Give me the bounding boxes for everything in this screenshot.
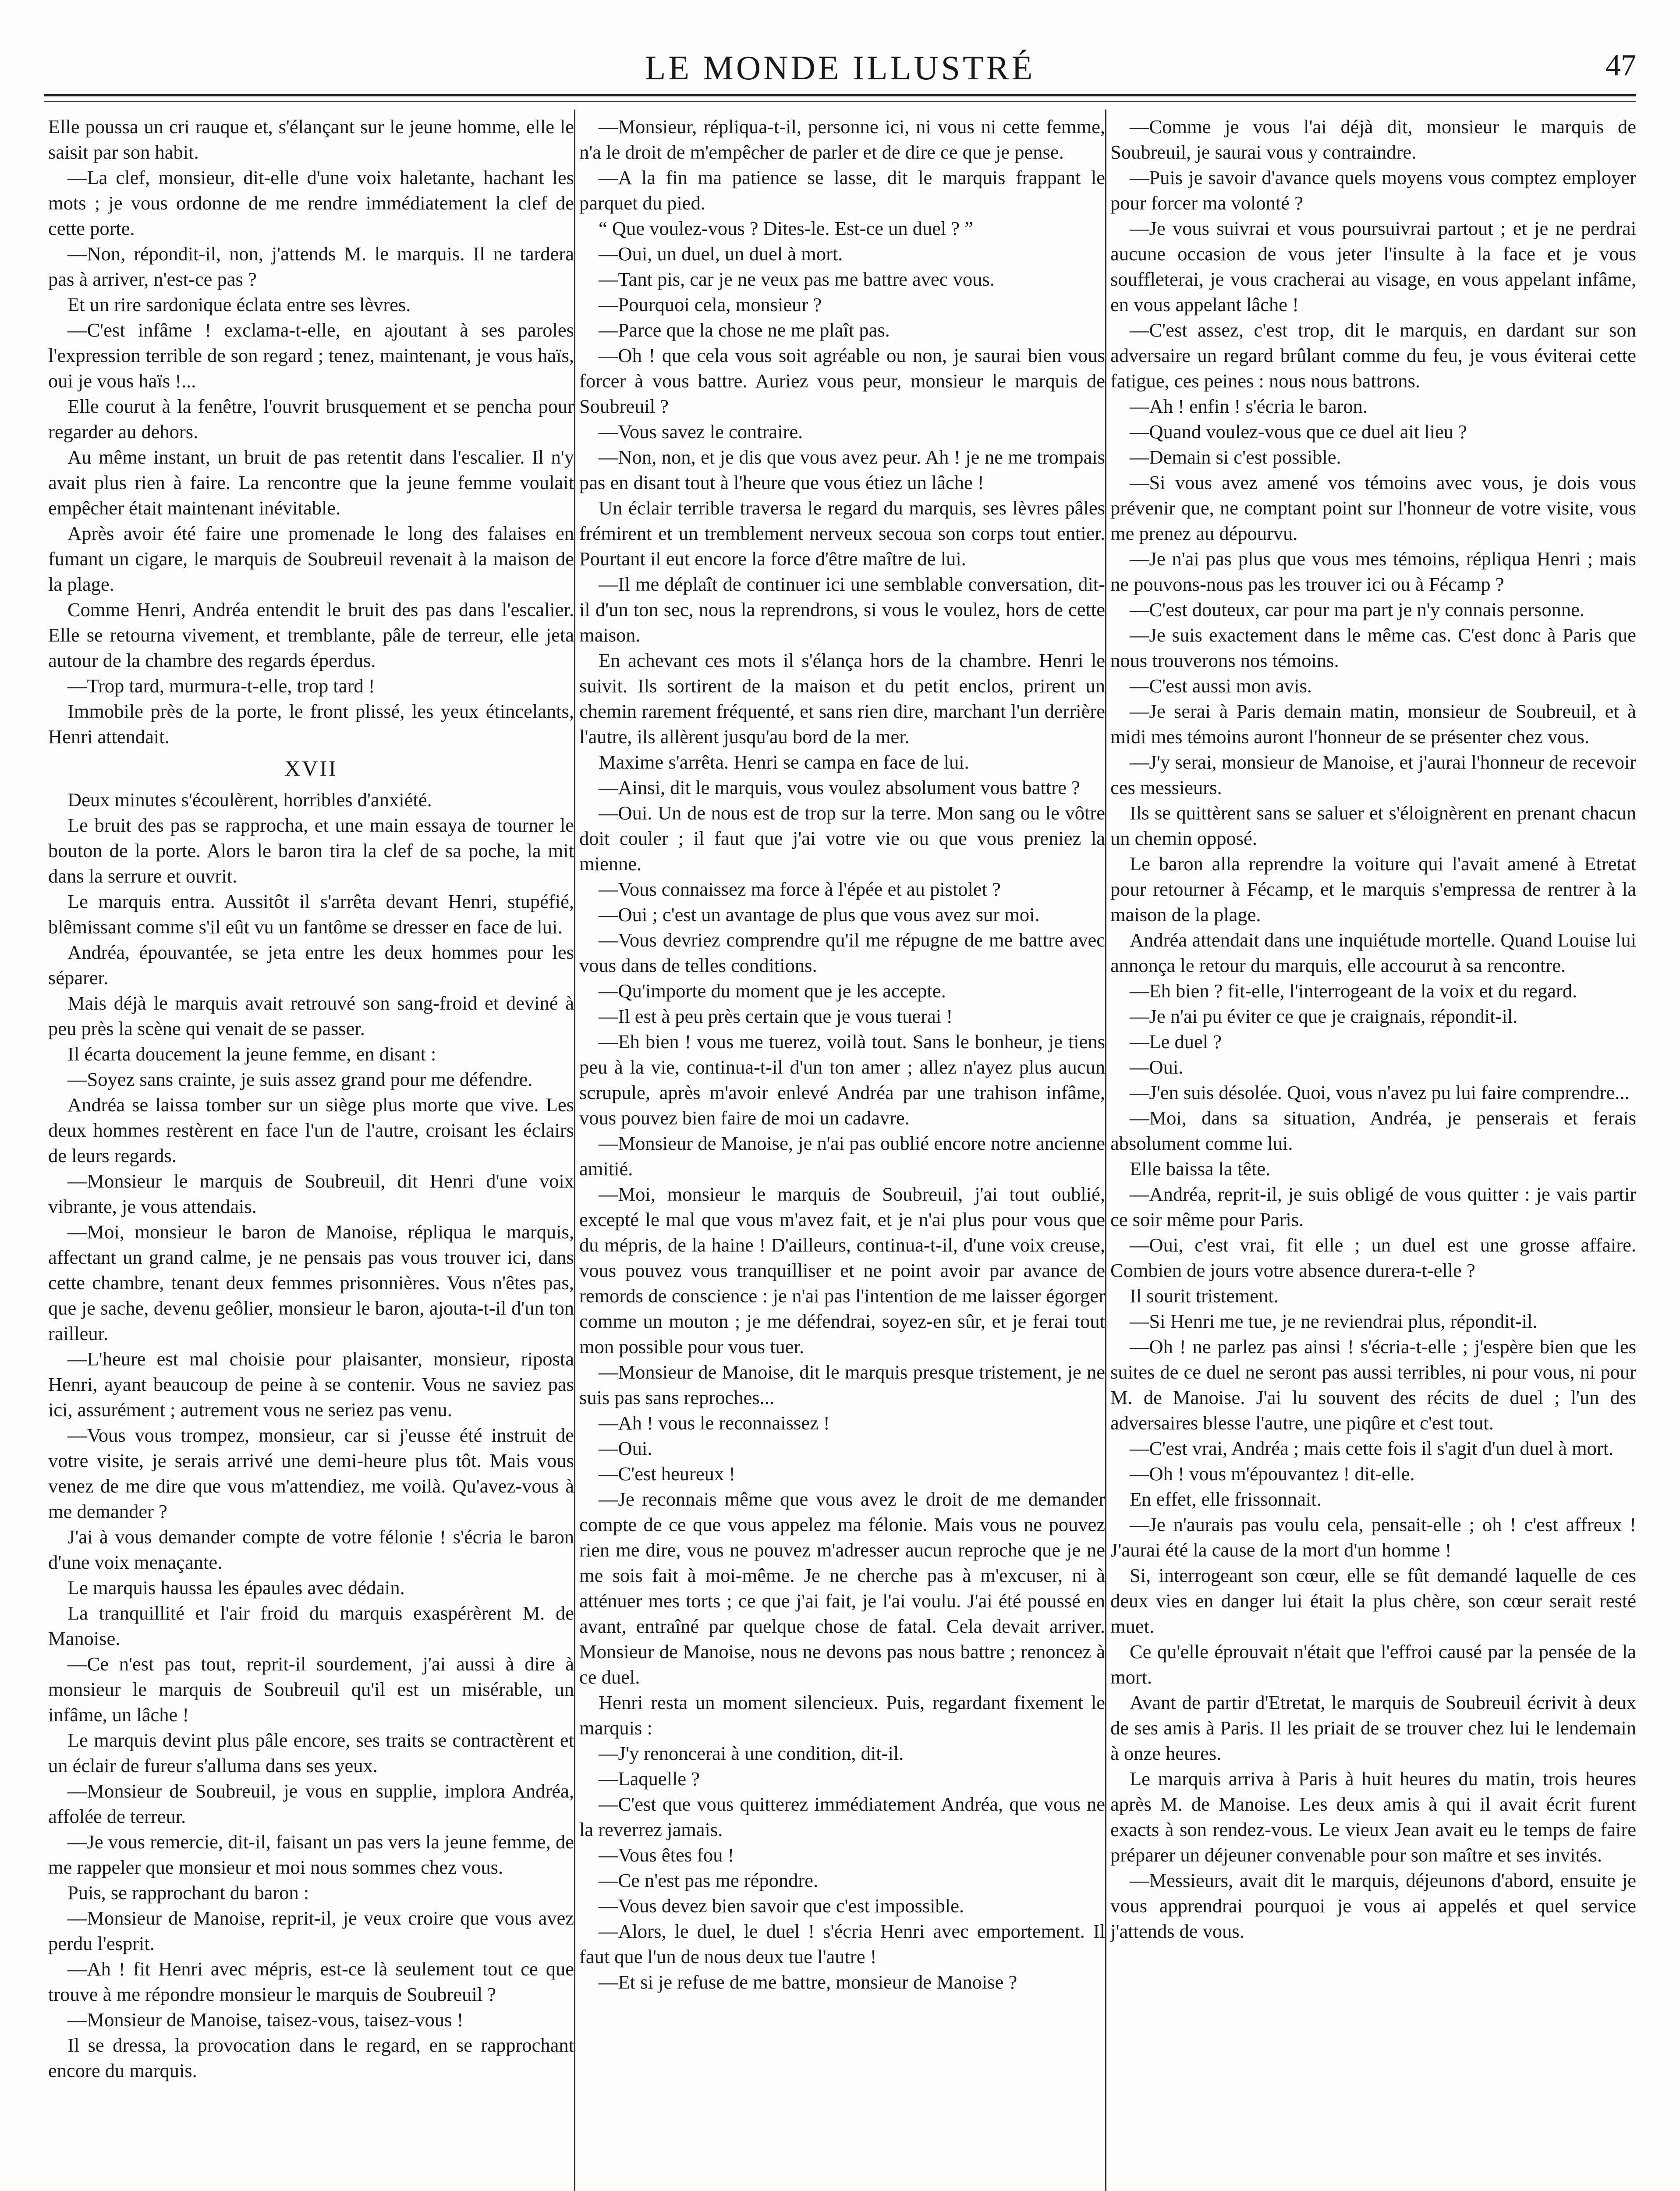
paragraph: Le bruit des pas se rapprocha, et une main essaya de tourner le bouton de la porte. Alors le baron tira la clef de sa poche, la mit dans la serrure et ouvrit.	[48, 814, 574, 887]
paragraph: Andréa attendait dans une inquiétude mortelle. Quand Louise lui annonça le retour du marquis, elle accourut à sa rencontre.	[1110, 929, 1636, 976]
paragraph: —Ainsi, dit le marquis, vous voulez absolument vous battre ?	[599, 776, 1080, 798]
paragraph: —Je n'aurais pas voulu cela, pensait-elle ; oh ! c'est affreux ! J'aurai été la cause de la mort d'un homme !	[1110, 1514, 1636, 1561]
paragraph: —C'est assez, c'est trop, dit le marquis, en dardant sur son adversaire un regard brûlant comme du feu, je vous éviterai cette fatigue, ces peines : nous nous battrons.	[1110, 319, 1636, 392]
text-column-3	[1110, 114, 1636, 2191]
paragraph: —Monsieur de Manoise, reprit-il, je veux croire que vous avez perdu l'esprit.	[48, 1907, 574, 1954]
header-rule-thin	[44, 101, 1636, 102]
paragraph: Il écarta doucement la jeune femme, en disant :	[67, 1043, 436, 1065]
paragraph: —Oui.	[599, 1437, 652, 1459]
paragraph: —Trop tard, murmura-t-elle, trop tard !	[67, 675, 375, 697]
paragraph: —Moi, dans sa situation, Andréa, je penserais et ferais absolument comme lui.	[1110, 1107, 1636, 1154]
text-column-2	[579, 114, 1105, 2191]
paragraph: Le marquis entra. Aussitôt il s'arrêta devant Henri, stupéfié, blêmissant comme s'il eût vu un fantôme se dresser en face de lui.	[48, 890, 574, 938]
paragraph: Avant de partir d'Etretat, le marquis de Soubreuil écrivit à deux de ses amis à Paris. Il les priait de se trouver chez lui le lendemain à onze heures.	[1110, 1691, 1636, 1764]
paragraph: —Je reconnais même que vous avez le droit de me demander compte de ce que vous appelez ma félonie. Mais vous ne pouvez rien me dire, vous ne pouvez m'adresser aucun reproche que je ne me sois fait à moi-même. Je ne cherche pas à m'excuser, ni à atténuer mes torts ; ce que j'ai fait, je l'ai voulu. J'ai été poussé en avant, entraîné par quelque chose de fatal. Cela devait arriver. Monsieur de Manoise, nous ne devons pas nous battre ; renoncez à ce duel.	[579, 1488, 1105, 1688]
paragraph: Comme Henri, Andréa entendit le bruit des pas dans l'escalier. Elle se retourna vivement, et tremblante, pâle de terreur, elle jeta autour de la chambre des regards éperdus.	[48, 599, 574, 671]
paragraph: —Moi, monsieur le baron de Manoise, répliqua le marquis, affectant un grand calme, je ne pensais pas vous trouver ici, dans cette chambre, tenant deux femmes prisonnières. Vous n'êtes pas, que je sache, devenu geôlier, monsieur le baron, ajouta-t-il d'un ton railleur.	[48, 1221, 574, 1344]
paragraph: —C'est aussi mon avis.	[1130, 675, 1312, 697]
paragraph: —C'est douteux, car pour ma part je n'y connais personne.	[1130, 599, 1585, 620]
paragraph: —Quand voulez-vous que ce duel ait lieu ?	[1130, 421, 1467, 443]
paragraph: —Ah ! fit Henri avec mépris, est-ce là seulement tout ce que trouve à me répondre monsieur le marquis de Soubreuil ?	[48, 1958, 574, 2005]
paragraph: —Oh ! ne parlez pas ainsi ! s'écria-t-elle ; j'espère bien que les suites de ce duel ne seront pas aussi terribles, ni pour vous, ni pour M. de Manoise. J'ai lu souvent des récits de duel ; l'un des adversaires blesse l'autre, une piqûre et c'est tout.	[1110, 1336, 1636, 1434]
paragraph: —Je n'ai pu éviter ce que je craignais, répondit-il.	[1130, 1005, 1518, 1027]
paragraph: —Monsieur de Manoise, je n'ai pas oublié encore notre ancienne amitié.	[579, 1132, 1105, 1180]
paragraph: —Non, non, et je dis que vous avez peur. Ah ! je ne me trompais pas en disant tout à l'heure que vous étiez un lâche !	[579, 446, 1105, 493]
paragraph: —Ah ! vous le reconnaissez !	[599, 1412, 830, 1434]
paragraph: Un éclair terrible traversa le regard du marquis, ses lèvres pâles frémirent et un tremblement nerveux secoua son corps tout entier. Pourtant il eut encore la force d'être maître de lui.	[579, 497, 1105, 570]
paragraph: —Alors, le duel, le duel ! s'écria Henri avec emportement. Il faut que l'un de nous deux tue l'autre !	[579, 1920, 1105, 1968]
paragraph: —Ah ! enfin ! s'écria le baron.	[1130, 395, 1368, 417]
paragraph: Elle poussa un cri rauque et, s'élançant sur le jeune homme, elle le saisit par son habit.	[48, 116, 574, 163]
paragraph: Ils se quittèrent sans se saluer et s'éloignèrent en prenant chacun un chemin opposé.	[1110, 802, 1636, 849]
paragraph: —Monsieur de Soubreuil, je vous en supplie, implora Andréa, affolée de terreur.	[48, 1780, 574, 1827]
paragraph: —Monsieur le marquis de Soubreuil, dit Henri d'une voix vibrante, je vous attendais.	[48, 1170, 574, 1217]
paragraph: —Il est à peu près certain que je vous tuerai !	[599, 1005, 953, 1027]
paragraph: En achevant ces mots il s'élança hors de la chambre. Henri le suivit. Ils sortirent de la maison et du petit enclos, prirent un chemin rarement fréquenté, et sans rien dire, marchant l'un derrière l'autre, ils allèrent jusqu'au bord de la mer.	[579, 649, 1105, 748]
paragraph: Il se dressa, la provocation dans le regard, en se rapprochant encore du marquis.	[48, 2034, 574, 2081]
paragraph: —Eh bien ? fit-elle, l'interrogeant de la voix et du regard.	[1130, 980, 1577, 1002]
column-divider	[574, 110, 575, 2191]
paragraph: Deux minutes s'écoulèrent, horribles d'anxiété.	[67, 789, 432, 811]
paragraph: En effet, elle frissonnait.	[1130, 1488, 1322, 1510]
paragraph: —Vous êtes fou !	[599, 1844, 734, 1866]
paragraph: Puis, se rapprochant du baron :	[67, 1882, 309, 1904]
paragraph: —Comme je vous l'ai déjà dit, monsieur le marquis de Soubreuil, je saurai vous y contraindre.	[1110, 116, 1636, 163]
paragraph: —Je n'ai pas plus que vous mes témoins, répliqua Henri ; mais ne pouvons-nous pas les trouver ici ou à Fécamp ?	[1110, 548, 1636, 595]
paragraph: Andréa, épouvantée, se jeta entre les deux hommes pour les séparer.	[48, 941, 574, 989]
paragraph: J'ai à vous demander compte de votre félonie ! s'écria le baron d'une voix menaçante.	[48, 1526, 574, 1573]
paragraph: —C'est heureux !	[599, 1463, 736, 1485]
paragraph: —Monsieur, répliqua-t-il, personne ici, ni vous ni cette femme, n'a le droit de m'empêcher de parler et de dire ce que je pense.	[579, 116, 1105, 163]
paragraph: Il sourit tristement.	[1130, 1285, 1279, 1307]
paragraph: Elle baissa la tête.	[1130, 1158, 1271, 1180]
paragraph: —Vous connaissez ma force à l'épée et au pistolet ?	[599, 878, 1001, 900]
paragraph: —Moi, monsieur le marquis de Soubreuil, j'ai tout oublié, excepté le mal que vous m'avez fait, et je n'ai plus pour vous que du mépris, de la haine ! D'ailleurs, continua-t-il, d'une voix creuse, vous pouvez vous tranquilliser et ne point avoir par avance de remords de conscience : je n'ai pas l'intention de me laisser égorger comme un mouton ; je me défendrai, soyez-en sûr, et je ferai tout mon possible pour vous tuer.	[579, 1183, 1105, 1358]
paragraph: —Vous devriez comprendre qu'il me répugne de me battre avec vous dans de telles conditions.	[579, 929, 1105, 976]
newspaper-title: LE MONDE ILLUSTRÉ	[645, 49, 1035, 87]
paragraph: —Qu'importe du moment que je les accepte.	[599, 980, 946, 1002]
paragraph: —Vous vous trompez, monsieur, car si j'eusse été instruit de votre visite, je serais arrivé une demi-heure plus tôt. Mais vous venez de me dire que vous m'attendiez, me voilà. Qu'avez-vous à me demander ?	[48, 1424, 574, 1522]
paragraph: Ce qu'elle éprouvait n'était que l'effroi causé par la pensée de la mort.	[1110, 1641, 1636, 1688]
paragraph: —Oh ! que cela vous soit agréable ou non, je saurai bien vous forcer à vous battre. Auriez vous peur, monsieur le marquis de Soubreuil ?	[579, 344, 1105, 417]
paragraph: —Vous savez le contraire.	[599, 421, 803, 443]
paragraph: Au même instant, un bruit de pas retentit dans l'escalier. Il n'y avait plus rien à faire. La rencontre que la jeune femme voulait empêcher était maintenant inévitable.	[48, 446, 574, 519]
paragraph: —L'heure est mal choisie pour plaisanter, monsieur, riposta Henri, ayant beaucoup de peine à se contenir. Vous ne saviez pas ici, assurément ; autrement vous ne seriez pas venu.	[48, 1348, 574, 1421]
paragraph: Mais déjà le marquis avait retrouvé son sang-froid et deviné à peu près la scène qui venait de se passer.	[48, 992, 574, 1039]
paragraph: La tranquillité et l'air froid du marquis exaspérèrent M. de Manoise.	[48, 1602, 574, 1649]
paragraph: —A la fin ma patience se lasse, dit le marquis frappant le parquet du pied.	[579, 167, 1105, 214]
paragraph: —Puis je savoir d'avance quels moyens vous comptez employer pour forcer ma volonté ?	[1110, 167, 1636, 214]
paragraph: —Oui. Un de nous est de trop sur la terre. Mon sang ou le vôtre doit couler ; il faut que j'ai votre vie ou que vous preniez la mienne.	[579, 802, 1105, 875]
paragraph: —C'est vrai, Andréa ; mais cette fois il s'agit d'un duel à mort.	[1130, 1437, 1614, 1459]
paragraph: —Je vous suivrai et vous poursuivrai partout ; et je ne perdrai aucune occasion de vous jeter l'insulte à la face et je vous souffleterai, je vous cracherai au visage, en vous appelant infâme, en vous appelant lâche !	[1110, 217, 1636, 316]
paragraph: Elle courut à la fenêtre, l'ouvrit brusquement et se pencha pour regarder au dehors.	[48, 395, 574, 443]
paragraph: —J'en suis désolée. Quoi, vous n'avez pu lui faire comprendre...	[1130, 1081, 1630, 1103]
paragraph: —Je suis exactement dans le même cas. C'est donc à Paris que nous trouverons nos témoins.	[1110, 624, 1636, 671]
masthead	[44, 44, 1636, 92]
paragraph: —Andréa, reprit-il, je suis obligé de vous quitter : je vais partir ce soir même pour Paris.	[1110, 1183, 1636, 1230]
paragraph: —J'y renoncerai à une condition, dit-il.	[599, 1742, 904, 1764]
paragraph: —Et si je refuse de me battre, monsieur de Manoise ?	[599, 1971, 1017, 1993]
paragraph: —Parce que la chose ne me plaît pas.	[599, 319, 890, 341]
paragraph: —Laquelle ?	[599, 1768, 700, 1790]
paragraph: —Non, répondit-il, non, j'attends M. le marquis. Il ne tardera pas à arriver, n'est-ce pas ?	[48, 243, 574, 290]
paragraph: —Oui, un duel, un duel à mort.	[599, 243, 843, 265]
paragraph: —Tant pis, car je ne veux pas me battre avec vous.	[599, 268, 995, 290]
paragraph: —Ce n'est pas me répondre.	[599, 1869, 819, 1891]
paragraph: —Je serai à Paris demain matin, monsieur de Soubreuil, et à midi mes témoins auront l'honneur de se présenter chez vous.	[1110, 700, 1636, 748]
paragraph: —Si vous avez amené vos témoins avec vous, je dois vous prévenir que, ne comptant point sur l'honneur de votre visite, vous me prenez au dépourvu.	[1110, 472, 1636, 544]
paragraph: Et un rire sardonique éclata entre ses lèvres.	[67, 294, 411, 316]
paragraph: —Monsieur de Manoise, taisez-vous, taisez-vous !	[67, 2009, 464, 2031]
paragraph: —Soyez sans crainte, je suis assez grand pour me défendre.	[67, 1068, 533, 1090]
paragraph: —Oui.	[1130, 1056, 1184, 1078]
paragraph: —Le duel ?	[1130, 1031, 1222, 1053]
paragraph: —Demain si c'est possible.	[1130, 446, 1341, 468]
paragraph: Le marquis devint plus pâle encore, ses traits se contractèrent et un éclair de fureur s'alluma dans ses yeux.	[48, 1729, 574, 1776]
page-number: 47	[1606, 49, 1636, 82]
paragraph: Immobile près de la porte, le front plissé, les yeux étincelants, Henri attendait.	[48, 700, 574, 748]
paragraph: Si, interrogeant son cœur, elle se fût demandé laquelle de ces deux vies en danger lui était la plus chère, son cœur serait resté muet.	[1110, 1564, 1636, 1637]
chapter-heading: XVII	[284, 756, 338, 780]
paragraph: —J'y serai, monsieur de Manoise, et j'aurai l'honneur de recevoir ces messieurs.	[1110, 751, 1636, 798]
paragraph: —Monsieur de Manoise, dit le marquis presque tristement, je ne suis pas sans reproches...	[579, 1361, 1105, 1408]
paragraph: —Pourquoi cela, monsieur ?	[599, 294, 822, 316]
text-column-1	[48, 114, 574, 2191]
paragraph: “ Que voulez-vous ? Dites-le. Est-ce un duel ? ”	[599, 217, 974, 239]
paragraph: Après avoir été faire une promenade le long des falaises en fumant un cigare, le marquis de Soubreuil revenait à la maison de la plage.	[48, 522, 574, 595]
paragraph: —Il me déplaît de continuer ici une semblable conversation, dit-il d'un ton sec, nous la reprendrons, si vous le voulez, hors de cette maison.	[579, 573, 1105, 646]
paragraph: Le baron alla reprendre la voiture qui l'avait amené à Etretat pour retourner à Fécamp, et le marquis s'empressa de rentrer à la maison de la plage.	[1110, 853, 1636, 925]
paragraph: —Eh bien ! vous me tuerez, voilà tout. Sans le bonheur, je tiens peu à la vie, continua-t-il d'un ton amer ; allez n'ayez plus aucun scrupule, après m'avoir enlevé Andréa par une trahison infâme, vous pouvez bien faire de moi un cadavre.	[579, 1031, 1105, 1129]
paragraph: —Vous devez bien savoir que c'est impossible.	[599, 1895, 964, 1917]
paragraph: —Messieurs, avait dit le marquis, déjeunons d'abord, ensuite je vous apprendrai pourquoi je vous ai appelés et quel service j'attends de vous.	[1110, 1869, 1636, 1942]
paragraph: —Oh ! vous m'épouvantez ! dit-elle.	[1130, 1463, 1415, 1485]
paragraph: —C'est que vous quitterez immédiatement Andréa, que vous ne la reverrez jamais.	[579, 1793, 1105, 1840]
paragraph: Le marquis arriva à Paris à huit heures du matin, trois heures après M. de Manoise. Les deux amis à qui il avait écrit furent exacts à son rendez-vous. Le vieux Jean avait eu le temps de faire préparer un déjeuner convenable pour son maître et ses invités.	[1110, 1768, 1636, 1866]
paragraph: —Oui, c'est vrai, fit elle ; un duel est une grosse affaire. Combien de jours votre absence durera-t-elle ?	[1110, 1234, 1636, 1281]
column-divider	[1105, 110, 1106, 2191]
paragraph: Andréa se laissa tomber sur un siège plus morte que vive. Les deux hommes restèrent en face l'un de l'autre, croisant les éclairs de leurs regards.	[48, 1094, 574, 1166]
paragraph: Maxime s'arrêta. Henri se campa en face de lui.	[599, 751, 969, 773]
paragraph: —Oui ; c'est un avantage de plus que vous avez sur moi.	[599, 904, 1040, 925]
paragraph: Henri resta un moment silencieux. Puis, regardant fixement le marquis :	[579, 1691, 1105, 1739]
paragraph: —C'est infâme ! exclama-t-elle, en ajoutant à ses paroles l'expression terrible de son regard ; tenez, maintenant, je vous haïs, oui je vous haïs !...	[48, 319, 574, 392]
paragraph: —Si Henri me tue, je ne reviendrai plus, répondit-il.	[1130, 1310, 1538, 1332]
header-rule-thick	[44, 94, 1636, 96]
paragraph: Le marquis haussa les épaules avec dédain.	[67, 1577, 405, 1599]
paragraph: —La clef, monsieur, dit-elle d'une voix haletante, hachant les mots ; je vous ordonne de me rendre immédiatement la clef de cette porte.	[48, 167, 574, 239]
paragraph: —Je vous remercie, dit-il, faisant un pas vers la jeune femme, de me rappeler que monsieur et moi nous sommes chez vous.	[48, 1831, 574, 1878]
paragraph: —Ce n'est pas tout, reprit-il sourdement, j'ai aussi à dire à monsieur le marquis de Soubreuil qu'il est un misérable, un infâme, un lâche !	[48, 1653, 574, 1726]
